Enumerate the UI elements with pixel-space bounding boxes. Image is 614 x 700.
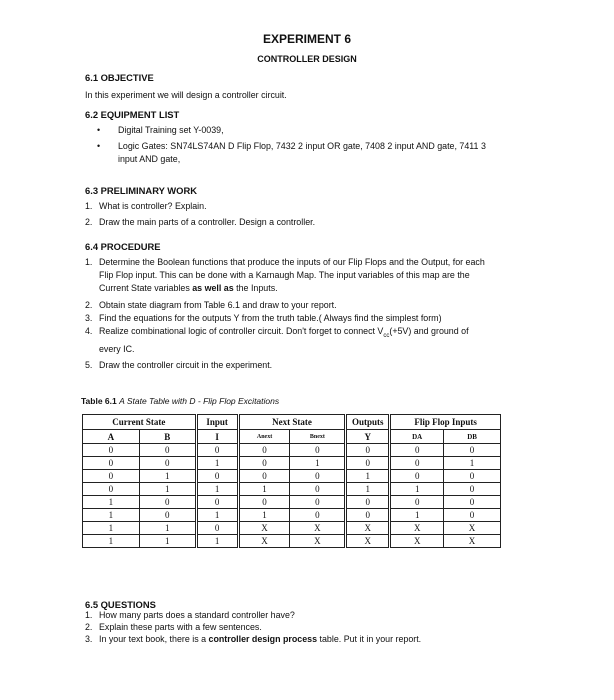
table-cell: 0 [196,522,238,535]
bullet-icon: • [97,141,101,151]
table-row [83,444,501,457]
table-cell: 0 [238,496,290,509]
header-flip-flop-inputs: Flip Flop Inputs [390,415,501,430]
table-cell: 0 [444,470,501,483]
list-item: 1. What is controller? Explain. [85,201,207,211]
table-cell: 0 [238,457,290,470]
table-cell: 1 [390,509,444,522]
table-cell: 1 [238,509,290,522]
preliminary-list [85,200,555,229]
table-row [83,522,501,535]
table-cell: 0 [346,457,390,470]
header-input: Input [196,415,238,430]
table-cell: 1 [139,483,196,496]
table-cell: X [444,535,501,548]
table-cell: 0 [290,509,346,522]
procedure-heading: 6.4 PROCEDURE [85,241,161,252]
col-header: Anext [238,430,290,444]
table-cell: 1 [196,535,238,548]
table-cell: 1 [196,509,238,522]
col-header: B [139,430,196,444]
table-cell: 0 [346,509,390,522]
page-title: EXPERIMENT 6 [262,32,352,46]
list-item: 3. Find the equations for the outputs Y from the truth table.( Always find the simplest form) [85,313,442,323]
table-caption: Table 6.1 A State Table with D - Flip Flop Excitations [81,396,280,406]
equipment-item-continuation: input AND gate, [118,154,181,164]
table-cell: 1 [83,522,140,535]
table-cell: X [238,522,290,535]
preliminary-heading: 6.3 PRELIMINARY WORK [85,185,197,196]
table-cell: 0 [390,496,444,509]
table-cell: 0 [444,483,501,496]
table-cell: 1 [196,483,238,496]
table-cell: X [346,535,390,548]
list-item: 2. Explain these parts with a few sentences. [85,622,262,632]
list-item: 2. Obtain state diagram from Table 6.1 and draw to your report. [85,300,337,310]
table-cell: 1 [139,522,196,535]
table-cell: X [290,535,346,548]
list-item: 1. How many parts does a standard controller have? [85,610,295,620]
table-cell: 0 [196,444,238,457]
table-cell: 1 [290,457,346,470]
table-cell: 0 [83,457,140,470]
header-outputs: Outputs [346,415,390,430]
table-cell: X [444,522,501,535]
equipment-heading: 6.2 EQUIPMENT LIST [85,109,180,120]
table-row [83,535,501,548]
table-cell: 0 [196,496,238,509]
table-cell: 0 [139,444,196,457]
col-header: DB [444,430,501,444]
bullet-icon: • [97,125,101,135]
table-cell: 0 [444,509,501,522]
objective-heading: 6.1 OBJECTIVE [85,72,154,83]
objective-text: In this experiment we will design a controller circuit. [85,90,287,100]
table-cell: 0 [290,496,346,509]
table-cell: 0 [83,444,140,457]
header-next-state: Next State [238,415,346,430]
table-cell: 0 [444,444,501,457]
table-cell: X [346,522,390,535]
table-row [83,509,501,522]
table-cell: 1 [444,457,501,470]
list-item: 3. In your text book, there is a controller design process table. Put it in your report. [85,634,422,644]
list-item: 5. Draw the controller circuit in the experiment. [85,359,273,370]
page-subtitle: CONTROLLER DESIGN [257,54,357,64]
equipment-item: • Digital Training set Y-0039, [93,124,553,137]
table-row [83,470,501,483]
table-cell: 0 [444,496,501,509]
table-cell: 0 [83,483,140,496]
table-cell: X [238,535,290,548]
table-cell: 0 [290,483,346,496]
list-item: 4. Realize combinational logic of controller circuit. Don't forget to connect $V_{cc}(+5V)$ and ground of every IC. [85,326,469,354]
header-current-state: Current State [83,415,197,430]
questions-heading: 6.5 QUESTIONS [85,599,156,610]
equipment-item: • Logic Gates: SN74LS74AN D Flip Flop, 7432 2 input OR gate, 7408 2 input AND gate, 7411 3 [93,140,553,153]
procedure-list [85,256,555,372]
table-cell: 1 [83,535,140,548]
table-cell: X [290,522,346,535]
table-cell: 0 [83,470,140,483]
table-row [83,457,501,470]
table-cell: 0 [390,470,444,483]
table-cell: 0 [196,470,238,483]
table-cell: 0 [390,444,444,457]
table-cell: 0 [238,470,290,483]
table-cell: 1 [346,470,390,483]
col-header: DA [390,430,444,444]
table-cell: X [390,535,444,548]
list-item: 2. Draw the main parts of a controller. Design a controller. [85,217,316,227]
col-header: I [196,430,238,444]
table-cell: 0 [290,470,346,483]
table-cell: 1 [83,496,140,509]
table-row [83,496,501,509]
col-header: Bnext [290,430,346,444]
col-header: A [83,430,140,444]
list-item: 1. Determine the Boolean functions that produce the inputs of our Flip Flops and the Output, for each Flip Flop input. This can be done with a Karnaugh Map. The input variables of this map are the Current State variables as well as the Inputs. [85,257,485,293]
table-cell: 1 [139,470,196,483]
table-cell: 0 [390,457,444,470]
table-cell: 0 [346,496,390,509]
state-table [82,414,501,548]
questions-list [85,609,555,645]
table-cell: 1 [196,457,238,470]
table-cell: 0 [290,444,346,457]
table-cell: 0 [238,444,290,457]
equipment-list [93,124,553,166]
table-cell: 1 [238,483,290,496]
table-cell: X [390,522,444,535]
table-cell: 1 [139,535,196,548]
table-cell: 0 [139,509,196,522]
table-row [83,483,501,496]
table-cell: 1 [83,509,140,522]
table-cell: 1 [346,483,390,496]
table-cell: 0 [139,496,196,509]
col-header: Y [346,430,390,444]
table-cell: 0 [139,457,196,470]
table-cell: 1 [390,483,444,496]
table-cell: 0 [346,444,390,457]
